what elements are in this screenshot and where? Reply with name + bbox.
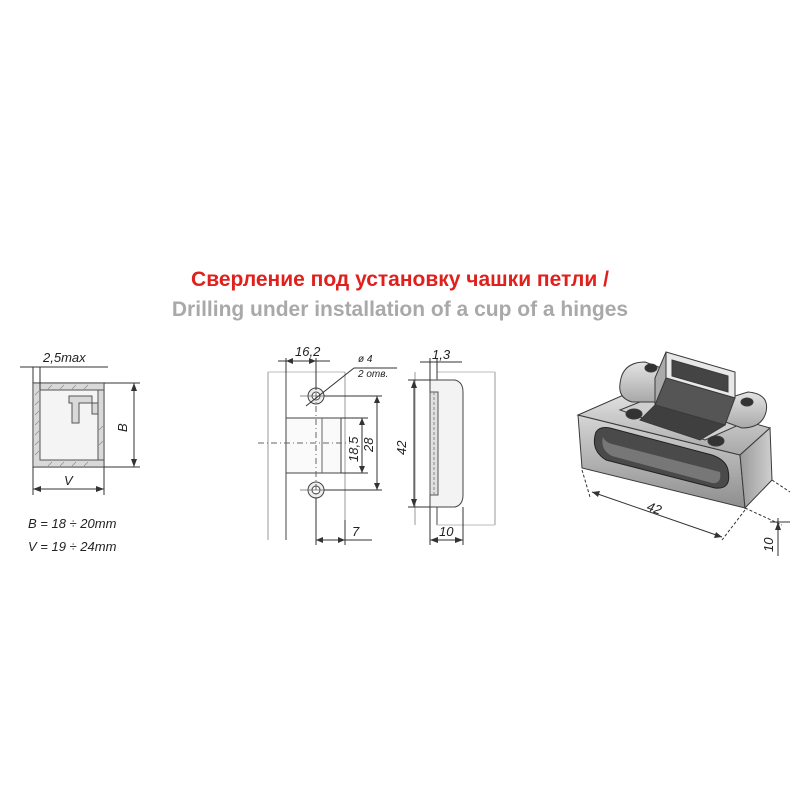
offset-dimension: 7 <box>352 524 360 539</box>
cup-cutout <box>286 418 341 473</box>
profile-height-label: B <box>115 423 130 432</box>
cup-depth-dimension: 10 <box>439 524 454 539</box>
thickness-dimension: 1,3 <box>432 347 451 362</box>
cutout-height-dimension: 18,5 <box>346 436 361 462</box>
formula-b: B = 18 ÷ 20mm <box>28 516 117 531</box>
drilling-view <box>258 358 397 545</box>
cup-3d-depth-dimension: 10 <box>761 537 776 552</box>
formula-v: V = 19 ÷ 24mm <box>28 539 117 554</box>
profile-width-label: V <box>64 473 73 488</box>
hole-count: 2 отв. <box>358 369 389 380</box>
hole-spacing-dimension: 28 <box>361 437 376 452</box>
drill-width-dimension: 16,2 <box>295 344 321 359</box>
profile-top-dimension: 2,5max <box>43 350 86 365</box>
cup-length-dimension: 42 <box>645 498 664 518</box>
title-russian: Сверление под установку чашки петли / <box>191 268 609 291</box>
hinge-cup-3d <box>578 352 790 556</box>
title-english: Drilling under installation of a cup of a hinges <box>171 298 629 321</box>
side-view <box>408 358 495 545</box>
cup-height-dimension: 42 <box>394 440 409 455</box>
hole-diameter: ø 4 <box>358 354 373 365</box>
